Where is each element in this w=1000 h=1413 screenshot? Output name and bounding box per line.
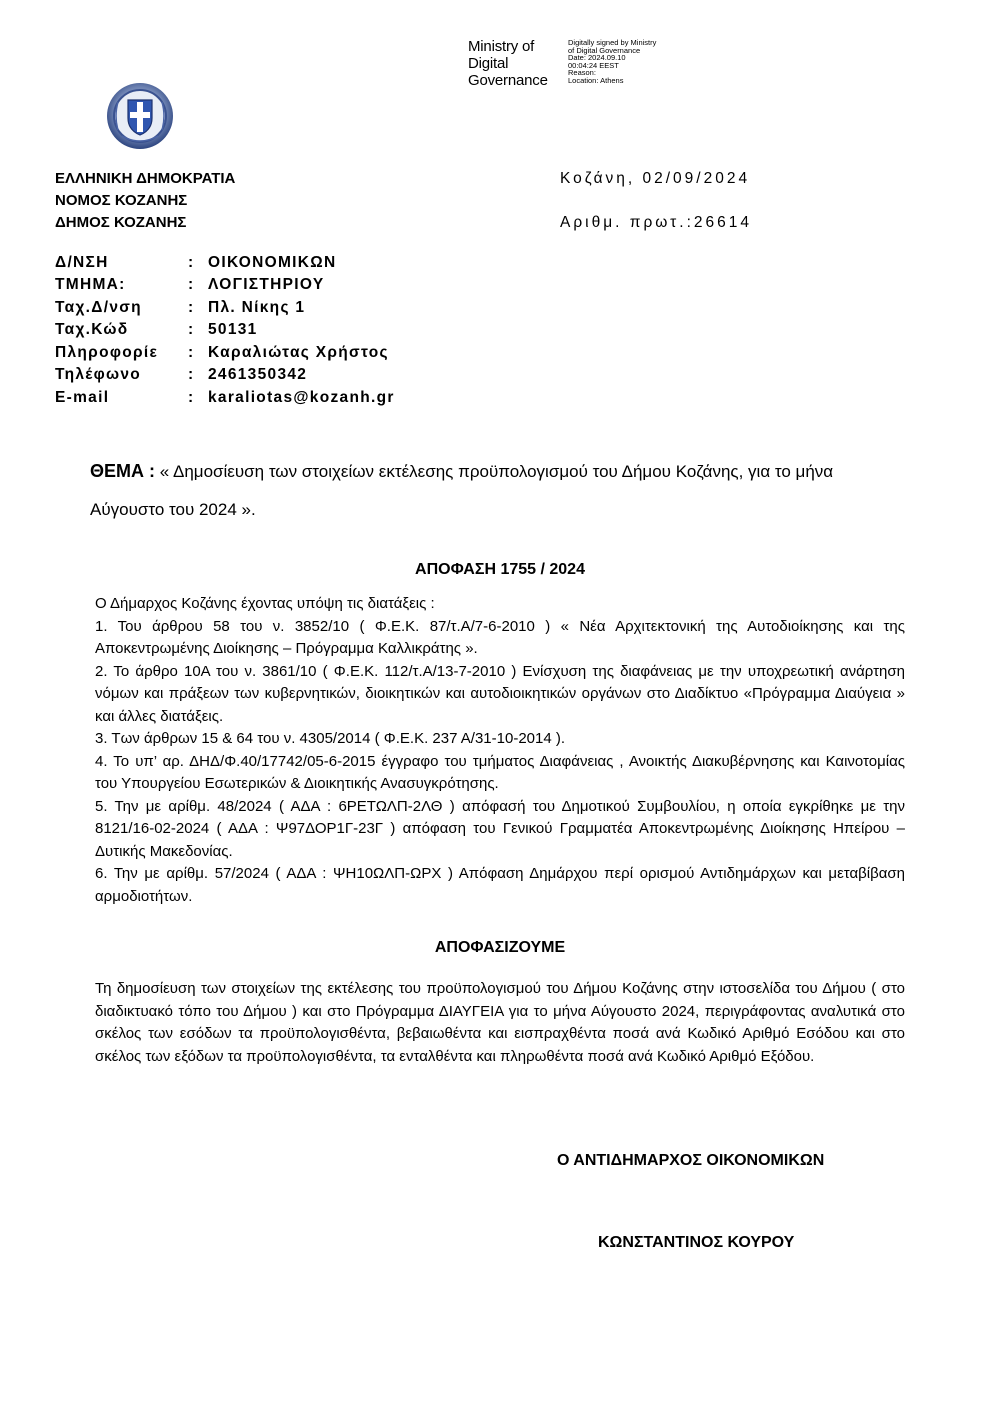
considering-list [95,593,905,908]
signature-authority-line: Digital [468,55,509,72]
dept-colon: : [188,276,195,293]
signature-detail-line: Digitally signed by Ministry [568,38,657,47]
considering-item: 3. Των άρθρων 15 & 64 του ν. 4305/2014 ( Φ.Ε.Κ. 237 Α/31-10-2014 ). [95,730,566,747]
dept-colon: : [188,254,195,271]
dept-label: ΤΜΗΜΑ: [55,276,126,293]
signature-detail-line: Date: 2024.09.10 [568,53,626,63]
dept-value: Καραλιώτας Χρήστος [208,344,389,361]
considering-item: 1. Του άρθρου 58 του ν. 3852/10 ( Φ.Ε.Κ. 87/τ.Α/7-6-2010 ) « Νέα Αρχιτεκτονική της Αυτοδιοίκησης και της Αποκεντρωμένης Διοίκησης – Πρόγραμμα Καλλικράτης ». [95,617,905,657]
protocol-number: Αριθμ. πρωτ.:26614 [560,214,752,231]
subject [90,452,900,529]
dept-colon: : [188,299,195,316]
subject-label: ΘΕΜΑ : [90,461,155,481]
dept-colon: : [188,389,195,406]
dept-colon: : [188,321,195,338]
dept-label: Ταχ.Δ/νση [55,299,142,316]
signatory-title: Ο ΑΝΤΙΔΗΜΑΡΧΟΣ ΟΙΚΟΝΟΜΙΚΩΝ [557,1152,825,1169]
dept-colon: : [188,344,195,361]
dept-label: E-mail [55,389,110,406]
signature-authority-line: Governance [468,72,548,89]
signature-authority [468,38,548,89]
dept-value: Πλ. Νίκης 1 [208,299,306,316]
decision-title: ΑΠΟΦΑΣΗ 1755 / 2024 [415,561,585,578]
signature-detail-line: of Digital Governance [568,45,641,55]
dept-value: ΛΟΓΙΣΤΗΡΙΟΥ [208,276,325,293]
signature-authority-line: Ministry of [468,38,535,55]
signature-detail-line: 00:04:24 EEST [568,60,619,70]
we-decide-heading: ΑΠΟΦΑΣΙΖΟΥΜΕ [434,939,566,956]
decision-text: Τη δημοσίευση των στοιχείων της εκτέλεσης του προϋπολογισμού του Δήμου Κοζάνης στην ιστοσελίδα του Δήμου ( στο διαδικτυακό τόπο του Δήμου ) και στο Πρόγραμμα ΔΙΑΥΓΕΙΑ για το μήνα Αύγουστο 2024, περιγράφοντας αναλυτικά στο σκέλος των εσόδων τα προϋπολογισθέντα, βεβαιωθέντα και εισπραχθέντα ποσά ανά Κωδικό Αριθμό Εσόδου και στο σκέλος των εξόδων τα προϋπολογισθέντα, τα ενταλθέντα και πληρωθέντα ποσά ανά Κωδικό Αριθμό Εξόδου. [95,980,905,1065]
signature-details [568,39,656,85]
considering-intro: Ο Δήμαρχος Κοζάνης έχοντας υπόψη τις διατάξεις : [95,595,435,612]
dept-label: Πληροφορίε [55,344,159,361]
coat-of-arms-icon [106,82,174,150]
place-date: Κοζάνη, 02/09/2024 [560,170,751,187]
dept-value: 2461350342 [208,366,308,383]
dept-colon: : [188,366,195,383]
signature-detail-line: Location: Athens [568,75,624,85]
dept-label: Ταχ.Κώδ [55,321,129,338]
sender-prefecture: ΝΟΜΟΣ ΚΟΖΑΝΗΣ [55,192,188,209]
considering-item: 2. Το άρθρο 10Α του ν. 3861/10 ( Φ.Ε.Κ. 112/τ.Α/13-7-2010 ) Ενίσχυση της διαφάνειας με την υποχρεωτική ανάρτηση νόμων και πράξεων των κυβερνητικών, διοικητικών και αυτοδιοικητικών οργάνων στο Διαδίκτυο «Πρόγραμμα Διαύγεια » και άλλες διατάξεις. [95,662,905,725]
signatory-name: ΚΩΝΣΤΑΝΤΙΝΟΣ ΚΟΥΡΟΥ [598,1234,795,1251]
sender-municipality: ΔΗΜΟΣ ΚΟΖΑΝΗΣ [55,214,187,231]
dept-label: Δ/ΝΣΗ [55,254,109,271]
considering-item: 6. Την με αρίθμ. 57/2024 ( ΑΔΑ : ΨΗ10ΩΛΠ-ΩΡΧ ) Απόφαση Δημάρχου περί ορισμού Αντιδημάρχων και μεταβίβαση αρμοδιοτήτων. [95,865,905,905]
signature-detail-line: Reason: [568,68,596,78]
sender-country: ΕΛΛΗΝΙΚΗ ΔΗΜΟΚΡΑΤΙΑ [55,170,236,187]
digital-signature-stamp [468,38,688,90]
dept-label: Τηλέφωνο [55,366,142,383]
dept-value: karaliotas@kozanh.gr [208,389,395,406]
considering-item: 4. Το υπ’ αρ. ΔΗΔ/Φ.40/17742/05-6-2015 έγγραφο του τμήματος Διαφάνειας , Ανοικτής Διακυβέρνησης και Καινοτομίας του Υπουργείου Εσωτερικών & Διοικητικής Ανασυγκρότησης. [95,752,905,792]
dept-value: 50131 [208,321,258,338]
subject-text: « Δημοσίευση των στοιχείων εκτέλεσης προϋπολογισμού του Δήμου Κοζάνης, για το μήνα Αύγουστο του 2024 ». [90,462,834,519]
considering-item: 5. Την με αρίθμ. 48/2024 ( ΑΔΑ : 6ΡΕΤΩΛΠ-2ΛΘ ) απόφασή του Δημοτικού Συμβουλίου, η οποία εγκρίθηκε με την 8121/16-02-2024 ( ΑΔΑ : Ψ97ΔΟΡ1Γ-23Γ ) απόφαση του Γενικού Γραμματέα Αποκεντρωμένης Διοίκησης Ηπείρου – Δυτικής Μακεδονίας. [95,797,905,860]
dept-value: ΟΙΚΟΝΟΜΙΚΩΝ [208,254,337,271]
